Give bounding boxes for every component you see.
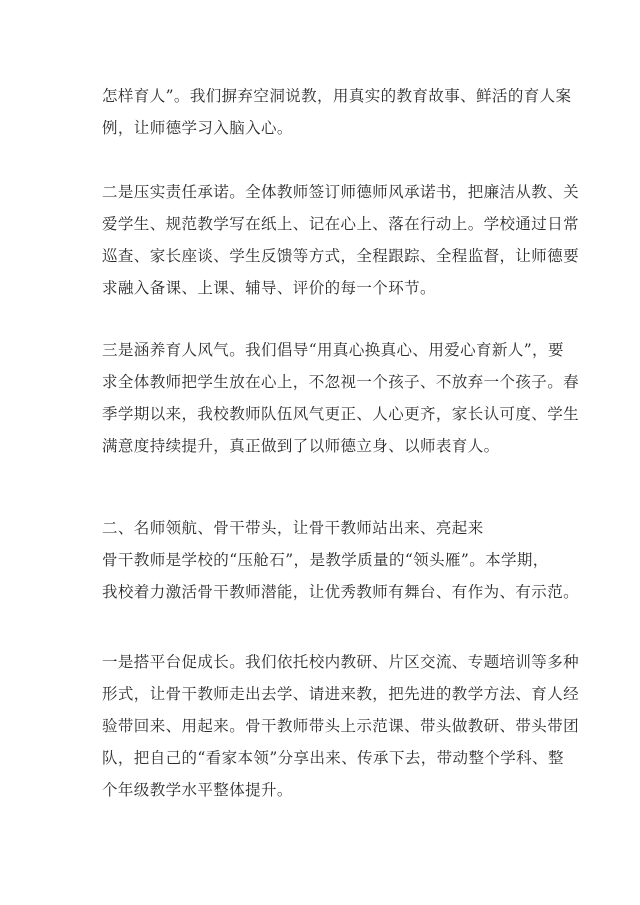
text-line: 季学期以来，我校教师队伍风气更正、人心更齐，家长认可度、学生: [102, 405, 580, 423]
text-line: 求融入备课、上课、辅导、评价的每一个环节。: [102, 279, 436, 297]
text-line: 个年级教学水平整体提升。: [102, 781, 293, 799]
text-line: 求全体教师把学生放在心上，不忽视一个孩子、不放弃一个孩子。春: [102, 373, 580, 391]
paragraph-intro-cont: [102, 80, 572, 144]
text-line: 爱学生、规范教学写在纸上、记在心上、落在行动上。学校通过日常: [102, 215, 580, 233]
paragraph-culture: [102, 334, 580, 462]
text-line: 三是涵养育人风气。我们倡导“用真心换真心、用爱心育新人”，要: [102, 341, 564, 359]
text-line: 骨干教师是学校的“压舱石”，是教学质量的“领头雁”。本学期，: [102, 551, 549, 569]
text-line: 验带回来、用起来。骨干教师带头上示范课、带头做教研、带头带团: [102, 717, 580, 735]
text-line: 队，把自己的“看家本领”分享出来、传承下去，带动整个学科、整: [102, 749, 564, 767]
section-heading: 二、名师领航、骨干带头，让骨干教师站出来、亮起来: [102, 519, 484, 537]
text-line: 一是搭平台促成长。我们依托校内教研、片区交流、专题培训等多种: [102, 653, 580, 671]
text-line: 怎样育人”。我们摒弃空洞说教，用真实的教育故事、鲜活的育人案: [102, 87, 572, 105]
text-line: 我校着力激活骨干教师潜能，让优秀教师有舞台、有作为、有示范。: [102, 583, 580, 601]
text-line: 形式，让骨干教师走出去学、请进来教，把先进的教学方法、育人经: [102, 685, 580, 703]
text-line: 二是压实责任承诺。全体教师签订师德师风承诺书，把廉洁从教、关: [102, 183, 580, 201]
paragraph-responsibility: [102, 176, 580, 304]
text-line: 巡查、家长座谈、学生反馈等方式，全程跟踪、全程监督，让师德要: [102, 247, 580, 265]
text-line: 例，让师德学习入脑入心。: [102, 119, 293, 137]
paragraph-platform: [102, 646, 580, 806]
paragraph-section-two: [102, 512, 580, 608]
text-line: 满意度持续提升，真正做到了以师德立身、以师表育人。: [102, 437, 500, 455]
